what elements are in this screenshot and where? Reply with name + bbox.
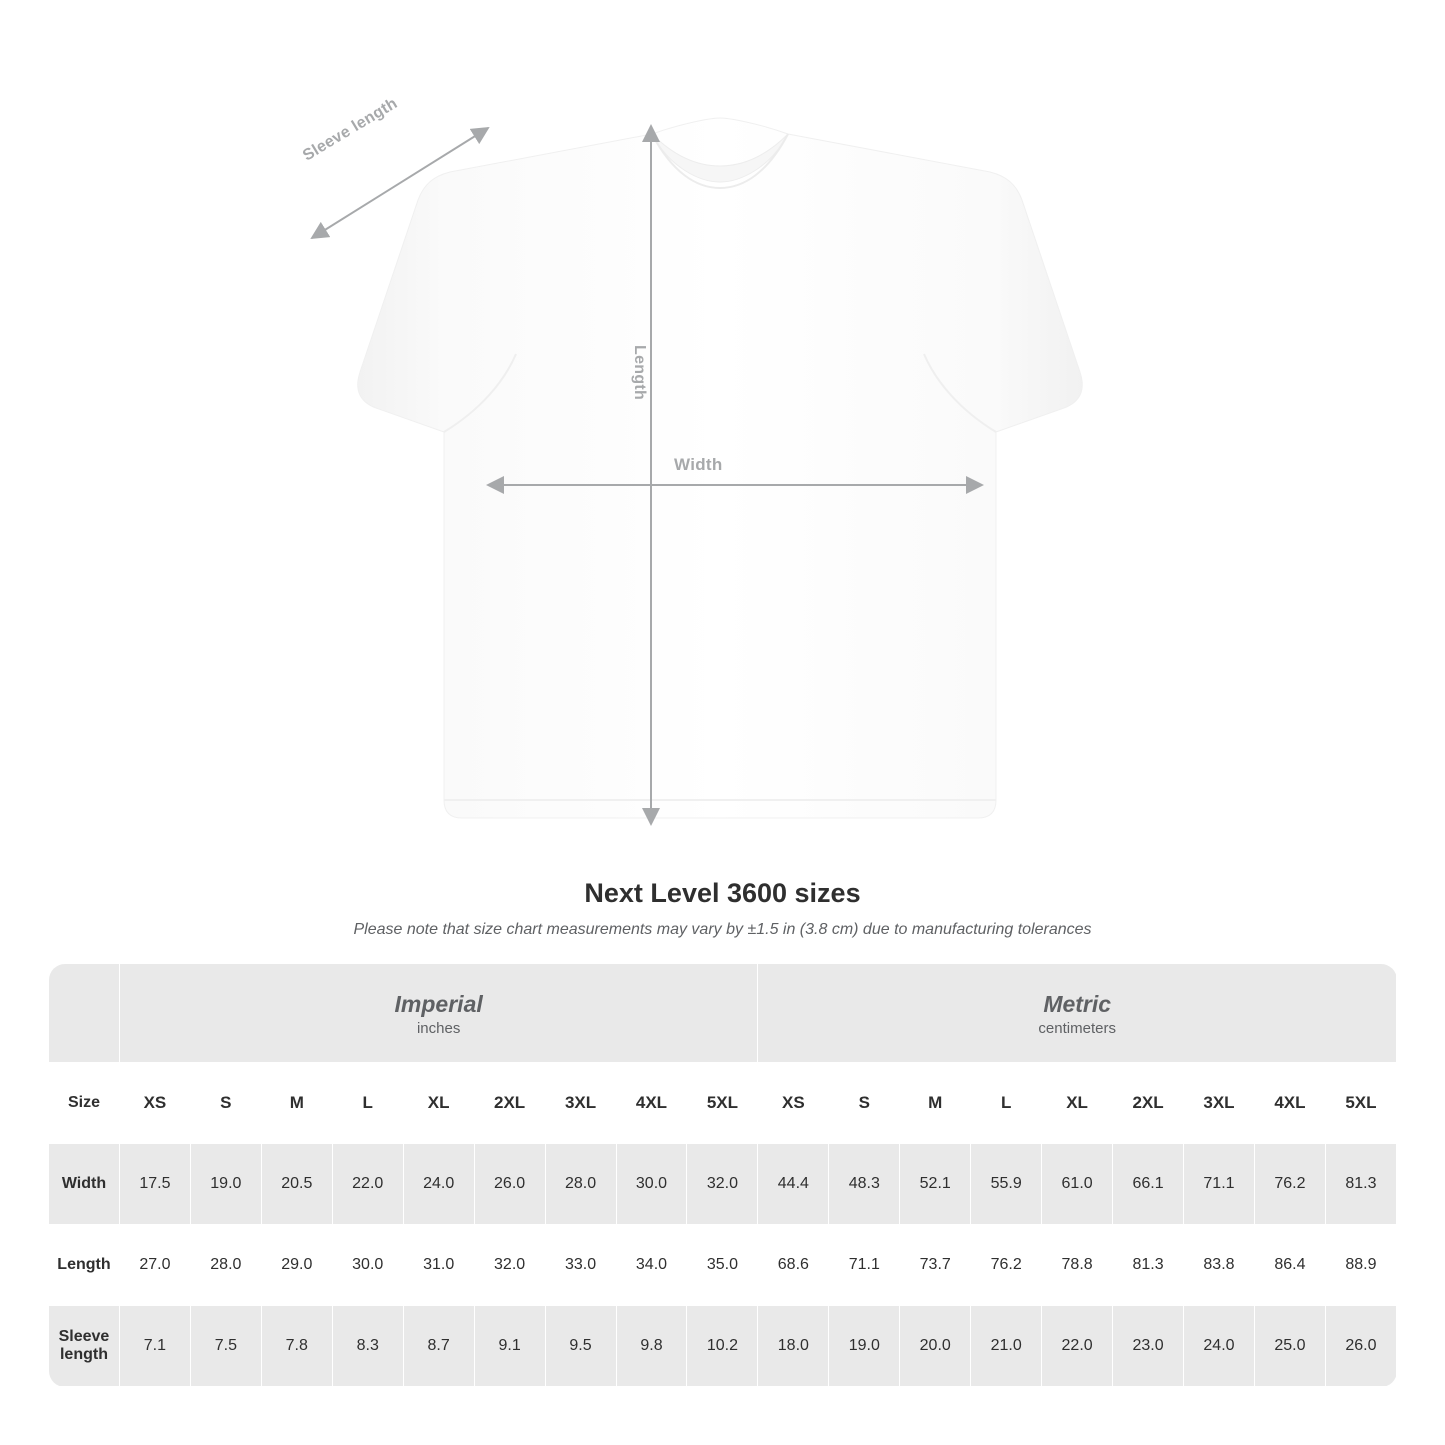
row-header-sleeve-length: Sleeve length [49, 1306, 120, 1387]
sleeve-metric-3: 21.0 [971, 1306, 1042, 1387]
metric-subtitle: centimeters [1038, 1020, 1116, 1038]
table-row-sleeve-length [49, 1306, 1397, 1387]
sleeve-metric-0: 18.0 [758, 1306, 829, 1387]
length-metric-1: 71.1 [829, 1225, 900, 1306]
width-arrow [482, 475, 990, 495]
width-metric-6: 71.1 [1184, 1144, 1255, 1225]
length-imperial-5: 32.0 [474, 1225, 545, 1306]
size-col-metric-3: L [971, 1063, 1042, 1144]
sleeve-imperial-4: 8.7 [403, 1306, 474, 1387]
width-imperial-6: 28.0 [545, 1144, 616, 1225]
size-col-imperial-8: 5XL [687, 1063, 758, 1144]
length-metric-7: 86.4 [1254, 1225, 1325, 1306]
width-metric-1: 48.3 [829, 1144, 900, 1225]
sleeve-imperial-0: 7.1 [119, 1306, 190, 1387]
size-header-row [49, 1063, 1397, 1144]
sleeve-metric-5: 23.0 [1113, 1306, 1184, 1387]
sleeve-metric-4: 22.0 [1042, 1306, 1113, 1387]
size-col-metric-6: 3XL [1184, 1063, 1255, 1144]
size-col-imperial-7: 4XL [616, 1063, 687, 1144]
length-imperial-7: 34.0 [616, 1225, 687, 1306]
length-metric-2: 73.7 [900, 1225, 971, 1306]
size-col-imperial-5: 2XL [474, 1063, 545, 1144]
size-col-metric-7: 4XL [1254, 1063, 1325, 1144]
width-imperial-7: 30.0 [616, 1144, 687, 1225]
width-imperial-3: 22.0 [332, 1144, 403, 1225]
page-title: Next Level 3600 sizes [584, 878, 861, 908]
size-col-imperial-2: M [261, 1063, 332, 1144]
table-row-length [49, 1225, 1397, 1306]
sleeve-metric-1: 19.0 [829, 1306, 900, 1387]
metric-title: Metric [1043, 990, 1112, 1017]
size-col-metric-4: XL [1042, 1063, 1113, 1144]
unit-header-corner [49, 964, 120, 1063]
length-label: Length [631, 345, 648, 401]
length-metric-3: 76.2 [971, 1225, 1042, 1306]
size-col-metric-0: XS [758, 1063, 829, 1144]
unit-header-row [49, 964, 1397, 1063]
sleeve-imperial-3: 8.3 [332, 1306, 403, 1387]
width-metric-8: 81.3 [1325, 1144, 1396, 1225]
length-imperial-4: 31.0 [403, 1225, 474, 1306]
size-table [48, 963, 1397, 1387]
length-imperial-0: 27.0 [119, 1225, 190, 1306]
size-col-metric-1: S [829, 1063, 900, 1144]
length-imperial-3: 30.0 [332, 1225, 403, 1306]
length-metric-0: 68.6 [758, 1225, 829, 1306]
size-col-metric-5: 2XL [1113, 1063, 1184, 1144]
sleeve-length-label: Sleeve length [300, 94, 401, 165]
size-col-imperial-1: S [190, 1063, 261, 1144]
width-imperial-0: 17.5 [119, 1144, 190, 1225]
width-metric-0: 44.4 [758, 1144, 829, 1225]
width-metric-5: 66.1 [1113, 1144, 1184, 1225]
title-block [0, 878, 1445, 939]
width-imperial-2: 20.5 [261, 1144, 332, 1225]
width-metric-4: 61.0 [1042, 1144, 1113, 1225]
length-metric-4: 78.8 [1042, 1225, 1113, 1306]
size-col-imperial-4: XL [403, 1063, 474, 1144]
metric-header [758, 964, 1397, 1063]
sleeve-imperial-7: 9.8 [616, 1306, 687, 1387]
size-col-metric-2: M [900, 1063, 971, 1144]
tolerance-note: Please note that size chart measurements may vary by ±1.5 in (3.8 cm) due to manufacturing tolerances [353, 921, 1092, 938]
width-imperial-4: 24.0 [403, 1144, 474, 1225]
size-col-metric-8: 5XL [1325, 1063, 1396, 1144]
sleeve-imperial-2: 7.8 [261, 1306, 332, 1387]
width-imperial-8: 32.0 [687, 1144, 758, 1225]
row-header-size: Size [49, 1063, 120, 1144]
width-metric-3: 55.9 [971, 1144, 1042, 1225]
size-col-imperial-3: L [332, 1063, 403, 1144]
length-metric-8: 88.9 [1325, 1225, 1396, 1306]
size-col-imperial-6: 3XL [545, 1063, 616, 1144]
table-row-width [49, 1144, 1397, 1225]
row-header-length: Length [49, 1225, 120, 1306]
length-imperial-8: 35.0 [687, 1225, 758, 1306]
sleeve-imperial-6: 9.5 [545, 1306, 616, 1387]
sleeve-imperial-8: 10.2 [687, 1306, 758, 1387]
imperial-title: Imperial [394, 990, 483, 1017]
sleeve-imperial-5: 9.1 [474, 1306, 545, 1387]
sleeve-metric-6: 24.0 [1184, 1306, 1255, 1387]
length-imperial-1: 28.0 [190, 1225, 261, 1306]
length-imperial-2: 29.0 [261, 1225, 332, 1306]
width-imperial-1: 19.0 [190, 1144, 261, 1225]
size-table-wrapper [48, 963, 1397, 1387]
sleeve-metric-8: 26.0 [1325, 1306, 1396, 1387]
sleeve-imperial-1: 7.5 [190, 1306, 261, 1387]
row-header-width: Width [49, 1144, 120, 1225]
length-metric-6: 83.8 [1184, 1225, 1255, 1306]
length-imperial-6: 33.0 [545, 1225, 616, 1306]
width-metric-7: 76.2 [1254, 1144, 1325, 1225]
size-col-imperial-0: XS [119, 1063, 190, 1144]
imperial-header [119, 964, 757, 1063]
sleeve-metric-7: 25.0 [1254, 1306, 1325, 1387]
width-metric-2: 52.1 [900, 1144, 971, 1225]
imperial-subtitle: inches [416, 1020, 461, 1038]
width-imperial-5: 26.0 [474, 1144, 545, 1225]
sleeve-metric-2: 20.0 [900, 1306, 971, 1387]
length-metric-5: 81.3 [1113, 1225, 1184, 1306]
width-label: Width [674, 455, 723, 474]
